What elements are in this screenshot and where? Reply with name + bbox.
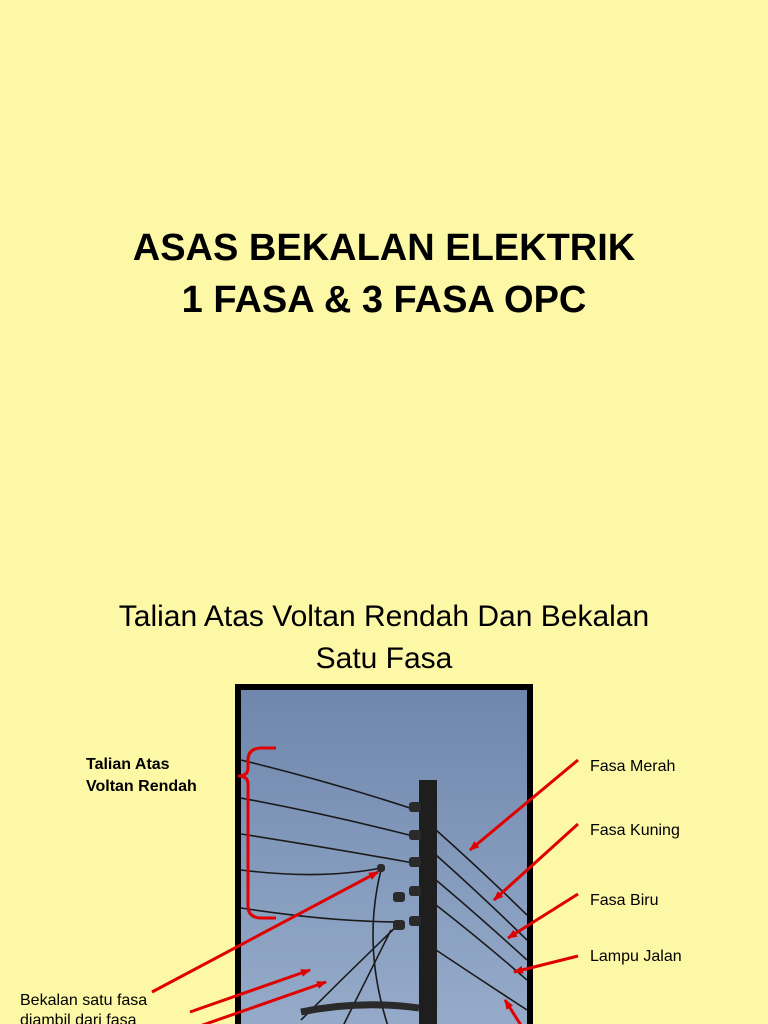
label-fasa-kuning: Fasa Kuning	[590, 822, 680, 839]
pole-photo	[235, 684, 533, 1024]
overhead-line-slide	[0, 560, 768, 1024]
label-fasa-merah: Fasa Merah	[590, 758, 676, 775]
slide-title	[0, 222, 768, 326]
slide-heading-line-1: Talian Atas Voltan Rendah Dan Bekalan	[118, 600, 650, 633]
pole-photo-image	[241, 690, 527, 1024]
label-single-phase-1: Bekalan satu fasa	[20, 992, 148, 1009]
label-lampu-jalan: Lampu Jalan	[590, 948, 682, 965]
slide-title-line-2: 1 FASA & 3 FASA OPC	[181, 279, 587, 321]
pole	[419, 780, 437, 1024]
label-fasa-biru: Fasa Biru	[590, 892, 659, 909]
slide-heading-line-2: Satu Fasa	[315, 642, 453, 675]
label-overhead-line-1: Talian Atas	[86, 756, 170, 773]
slide-title-line-1: ASAS BEKALAN ELEKTRIK	[132, 227, 636, 269]
slide-heading	[0, 596, 768, 680]
label-overhead-line-2: Voltan Rendah	[86, 778, 197, 795]
label-single-phase-2: diambil dari fasa	[20, 1012, 137, 1024]
